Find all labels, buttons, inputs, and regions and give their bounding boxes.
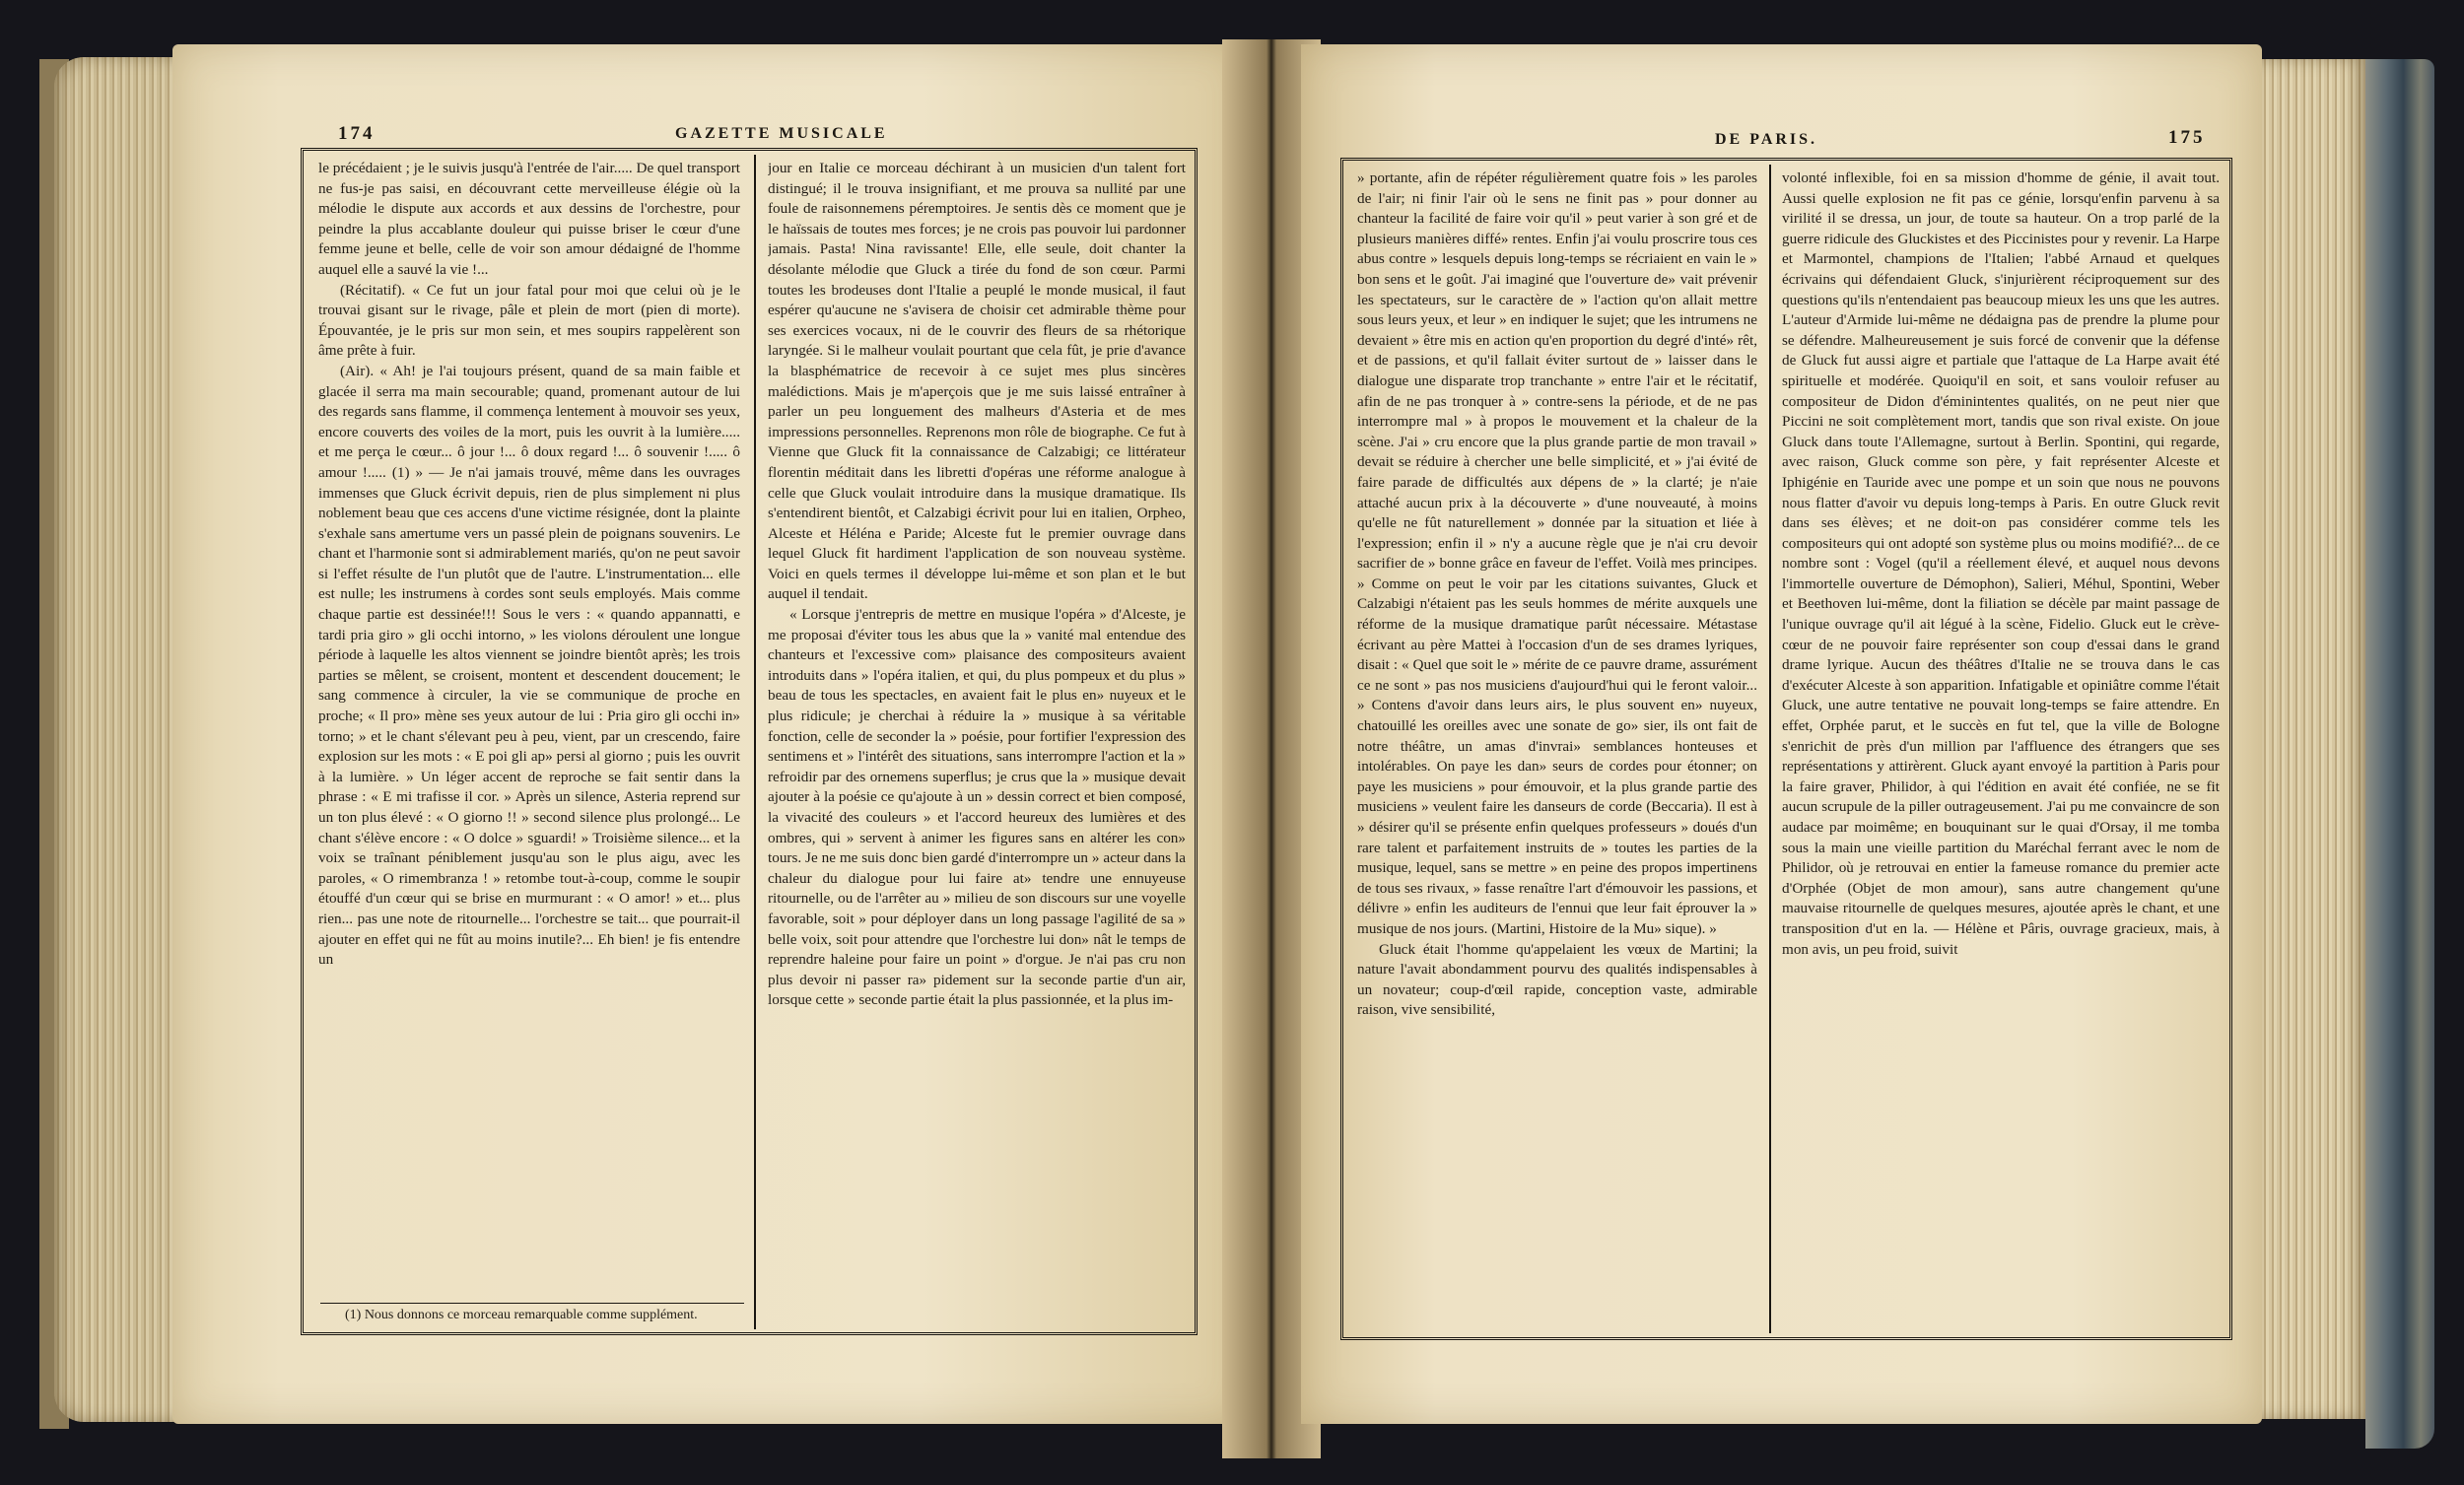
right-page-number: 175 xyxy=(2168,127,2206,148)
paragraph: le précédaient ; je le suivis jusqu'à l'entrée de l'air..... De quel transport ne fus-je pas saisi, en découvrant cette merveilleuse élégie où la mélodie le dispute aux accords et aux dessins de l'orchestre, pour peindre la plus accablante douleur qui puisse briser le cœur d'une femme jeune et belle, celle de voir son amour dédaigné de l'homme auquel elle a sauvé la vie !... xyxy=(318,160,740,278)
left-page-number: 174 xyxy=(338,123,376,144)
right-column-1 xyxy=(1357,169,1757,1331)
paragraph: Gluck était l'homme qu'appelaient les vœux de Martini; la nature l'avait abondamment pourvu des qualités indispensables à un novateur; coup-d'œil rapide, conception vaste, admirable raison, vive sensibilité, xyxy=(1357,940,1757,1019)
left-running-head: GAZETTE MUSICALE xyxy=(675,125,888,142)
paragraph: « Lorsque j'entrepris de mettre en musique l'opéra » d'Alceste, je me proposai d'éviter tous les abus que la » vanité mal entendue des chanteurs et l'excessive com» plaisance des compositeurs avaient introduits dans » l'opéra italien, et qui, du plus pompeux et du plus » beau de tous les spectacles, en avaient fait le plus en» nuyeux et le plus ridicule; je cherchai à réduire la » musique à sa véritable fonction, celle de seconder la » poésie, pour fortifier l'expression des sentimens et » l'intérêt des situations, sans interrompre l'action et la » refroidir par des ornemens superflus; je crus que la » musique devait ajouter à la poésie ce qu'ajoute à un » dessin correct et bien composé, la vivacité des couleurs » et l'accord heureux des lumières et des ombres, qui » servent à animer les figures sans en altérer les con» tours. Je ne me suis donc bien gardé d'interrompre un » acteur dans la chaleur du dialogue pour lui faire at» tendre une ennuyeuse ritournelle, ou de l'arrêter au » milieu de son discours sur une voyelle favorable, soit » pour déployer dans un long passage l'agilité de sa » belle voix, soit pour attendre que l'orchestre lui don» nât le temps de reprendre haleine pour faire un point » d'orgue. Je n'ai pas cru non plus devoir ni passer ra» pidement sur la seconde partie d'un air, lorsque cette » seconde partie était la plus passionnée, et la plus im- xyxy=(768,606,1186,1009)
paragraph: jour en Italie ce morceau déchirant à un musicien d'un talent fort distingué; il le trouva insignifiant, et me prouva sa nullité par une foule de raisonnemens péremptoires. Je sentis dès ce moment que je le haïssais de toutes mes forces; je ne crois pas pouvoir lui pardonner jamais. Pasta! Nina ravissante! Elle, elle seule, doit chanter la désolante mélodie que Gluck a tirée du fond de son cœur. Parmi toutes les brodeuses dont l'Italie a peuplé le monde musical, il faut espérer qu'aucune ne s'avisera de choisir cet admirable thème pour ses exercices vocaux, ni de le couvrir des fleurs de sa rhétorique laryngée. Si le malheur voulait pourtant que cela fût, je prie d'avance la blasphématrice de recevoir à ce sujet mes plus sincères malédictions. Mais je m'aperçois que je me suis laissé entraîner à parler un peu longuement des malheurs d'Asteria et de mes impressions personnelles. Reprenons mon rôle de biographe. Ce fut à Vienne que Gluck fit la connaissance de Calzabigi; ce littérateur florentin méditait dans les libretti d'opéras une réforme analogue à celle que Gluck voulait introduire dans la musique dramatique. Ils s'entendirent bientôt, et Calzabigi écrivit pour lui en italien, Orpheo, Alceste et Héléna e Paride; Alceste fut le premier ouvrage dans lequel Gluck fit hardiment l'application de son nouveau système. Voici en quels termes il développe lui-même et son plan et le but auquel il tendait. xyxy=(768,160,1186,603)
paragraph: (Air). « Ah! je l'ai toujours présent, quand de sa main faible et glacée il serra ma main secourable; quand, promenant autour de lui des regards sans flamme, il commença lentement à mouvoir ses yeux, encore couverts des voiles de la mort, puis les ouvrit à la lumière..... et me perça le cœur... ô jour !... ô doux regard !... ô souvenir !..... ô amour !..... (1) » — Je n'ai jamais trouvé, même dans les ouvrages immenses que Gluck écrivit depuis, rien de plus simplement ni plus noblement beau que ces accens d'une victime résignée, dont la plainte s'exhale sans amertume vers un passé plein de poignans souvenirs. Le chant et l'harmonie sont si admirablement mariés, qu'on ne peut savoir si l'effet résulte de l'un plutôt que de l'autre. L'instrumentation... elle est nulle; les instrumens à cordes sont seuls employés. Mais comme chaque partie est dessinée!!! Sous le vers : « quando appannatti, e tardi pria giro » gli occhi intorno, » les violons déroulent une longue période à laquelle les altos viennent se joindre bientôt après; les trois parties se mêlent, se croisent, montent et descendent doucement; le sang commence à circuler, la vie se communique de proche en proche; « Il pro» mène ses yeux autour de lui : Pria giro gli occhi in» torno; » et le chant s'élevant peu à peu, vient, par un crescendo, faire explosion sur les mots : « E poi gli ap» persi al giorno ; puis les ouvrit à la lumière. » Un léger accent de reproche se fait sentir dans la phrase : « E mi trafisse il cor. » Après un silence, Asteria reprend sur un ton plus élevé : « O giorno !! » second silence plus prolongé... Le chant s'élève encore : « O dolce » sguardi! » Troisième silence... et la voix se traînant péniblement jusqu'au son le plus aigu, avec les paroles, « O rimembranza ! » retombe tout-à-coup, comme le soupir étouffé d'un cœur qui se brise en murmurant : « O amor! » et... plus rien... pas une note de ritournelle... l'orchestre se tait... que pourrait-il ajouter en effet qui ne fût au moins inutile?... Eh bien! je fis entendre un xyxy=(318,362,740,969)
right-column-rule xyxy=(1769,165,1771,1333)
paragraph: » portante, afin de répéter régulièrement quatre fois » les paroles de l'air; ni finir l'air où le sens ne finit pas » pour donner au chanteur la facilité de faire voir qu'il » peut varier à son gré et de plusieurs manières diffé» rentes. Enfin j'ai voulu proscrire tous ces abus contre » lesquels depuis long-temps se récriaient en vain le » bon sens et le goût. J'ai imaginé que l'ouverture de» vait prévenir les spectateurs, sur le caractère de » l'action qu'on allait mettre sous leurs yeux, et leur » en indiquer le sujet; que les intrumens ne devaient » être mis en action qu'en proportion du degré d'inté» rêt, et de passions, et qu'il fallait éviter surtout de » laisser dans le dialogue une disparate trop tranchante » entre l'air et le récitatif, afin de ne pas tronquer à » contre-sens la période, et de ne pas interrompre mal » à propos le mouvement et la chaleur de la scène. J'ai » cru encore que la plus grande partie de mon travail » devait se réduire à chercher une belle simplicité, et » j'ai évité de faire parade de difficultés aux dépens de » la clarté; je n'aie attaché aucun prix à la découverte » d'une nouveauté, à moins qu'elle ne fût naturellement » donnée par la situation et liée à l'expression; enfin il » n'y a aucune règle que je n'ai cru devoir sacrifier de » bonne grâce en faveur de l'effet. Voilà mes principes. » Comme on peut le voir par les citations suivantes, Gluck et Calzabigi n'étaient pas les seuls hommes de mérite auxquels une réforme de la musique dramatique parût nécessaire. Métastase écrivant au père Mattei à l'occasion d'un de ses drames lyriques, disait : « Quel que soit le » mérite de ce pauvre drame, assurément ce ne sont » pas nos musiciens d'aujourd'hui qui le feront valoir... » Contens d'avoir dans leurs airs, le plus souvent en» nuyeux, chatouillé les oreilles avec une sonate de go» sier, ils ont fait de notre théâtre, un amas d'invrai» semblances honteuses et intolérables. On paye les dan» seurs de cordes pour étonner; on paye les musiciens » pour émouvoir, et la plus grande partie des musiciens » veulent faire les danseurs de corde (Beccaria). Il est à » désirer qu'il se présente enfin quelques professeurs » doués d'un rare talent et parfaitement instruits de » toutes les parties de la musique, lequel, sans se mettre » en peine des propos impertinens de tous ses rivaux, » fasse renaître l'art d'émouvoir les passions, et délivre » enfin les auditeurs de l'ennui que leur fait éprouver la » musique de nos jours. (Martini, Histoire de la Mu» sique). » xyxy=(1357,169,1757,937)
footnote-rule xyxy=(320,1303,744,1304)
paragraph: volonté inflexible, foi en sa mission d'homme de génie, il avait tout. Aussi quelle explosion ne fit pas ce génie, lorsqu'enfin parvenu à sa virilité il se dressa, un jour, de toute sa hauteur. On a trop parlé de la guerre ridicule des Gluckistes et des Piccinistes pour y revenir. La Harpe et Marmontel, champions de l'Italien; l'abbé Arnaud et quelques écrivains qui défendaient Gluck, s'injurièrent réciproquement sur des questions qu'ils n'entendaient pas beaucoup mieux les uns que les autres. L'auteur d'Armide lui-même ne dédaigna pas de prendre la plume pour se défendre. Malheureusement je suis forcé de convenir que la défense de Gluck fut aussi aigre et partiale que l'attaque de La Harpe avait été spirituelle et modérée. Quoiqu'il en soit, et sans vouloir refuser au compositeur de Didon d'éminintentes qualités, on ne peut nier que Piccini ne soit complètement mort, tandis que son rival existe. On joue Gluck dans toute l'Allemagne, surtout à Berlin. Spontini, qui regarde, avec raison, Gluck comme son père, y fait représenter Alceste et Iphigénie en Tauride avec une pompe et un soin que nous ne pouvons nous flatter d'avoir vu depuis long-temps à Paris. En outre Gluck revit dans ses élèves; et ne doit-on pas considérer comme tels les compositeurs qui ont adopté son système plus ou moins modifié?... de ce nombre sont : Vogel (qu'il a réellement élevé, et auquel nous devons l'immortelle ouverture de Démophon), Salieri, Méhul, Spontini, Weber et Beethoven lui-même, dont la filiation se décèle par maint passage de l'unique ouvrage qu'il ait légué à la scène, Fidelio. Gluck eut le crève-cœur de ne pouvoir faire représenter son coup d'essai dans le grand drame lyrique. Aucun des théâtres d'Italie ne se trouva dans le cas d'exécuter Alceste à son apparition. Infatigable et opiniâtre comme l'était Gluck, une autre tentative ne pouvait long-temps se faire attendre. En effet, Orphée parut, et le succès en fut tel, que la ville de Bologne s'enrichit de près d'un million par l'affluence des étrangers que ses représentations y attirèrent. Gluck ayant envoyé la partition à Paris pour la faire graver, Philidor, à qui l'édition en avait été confiée, ne se fit aucun scrupule de la piller outrageusement. J'ai pu me convaincre de son audace par moimême; en bouquinant sur le quai d'Orsay, il me tomba sous la main une vieille partition du Maréchal ferrant avec le nom de Philidor, où je retrouvai en entier la fameuse romance du premier acte d'Orphée (Objet de mon amour), sans autre changement qu'une mauvaise ritournelle de quelques mesures, ajoutée après le chant, et une transposition d'ut en la. — Hélène et Pâris, ouvrage gracieux, mais, à mon avis, un peu froid, suivit xyxy=(1782,169,2220,958)
left-column-1 xyxy=(318,159,740,1300)
book-cover-right xyxy=(2365,59,2434,1449)
right-column-2 xyxy=(1782,169,2220,1331)
left-column-rule xyxy=(754,155,756,1329)
paragraph: (Récitatif). « Ce fut un jour fatal pour moi que celui où je le trouvai gisant sur le rivage, pâle et plein de mort (pien di morte). Épouvantée, je le pris sur mon sein, et mes soupirs rappelèrent son âme prête à fuir. xyxy=(318,281,740,360)
footnote: (1) Nous donnons ce morceau remarquable comme supplément. xyxy=(345,1308,698,1322)
right-running-head: DE PARIS. xyxy=(1715,131,1818,148)
left-column-2 xyxy=(768,159,1186,1329)
right-page xyxy=(1301,44,2262,1424)
left-page xyxy=(172,44,1242,1424)
